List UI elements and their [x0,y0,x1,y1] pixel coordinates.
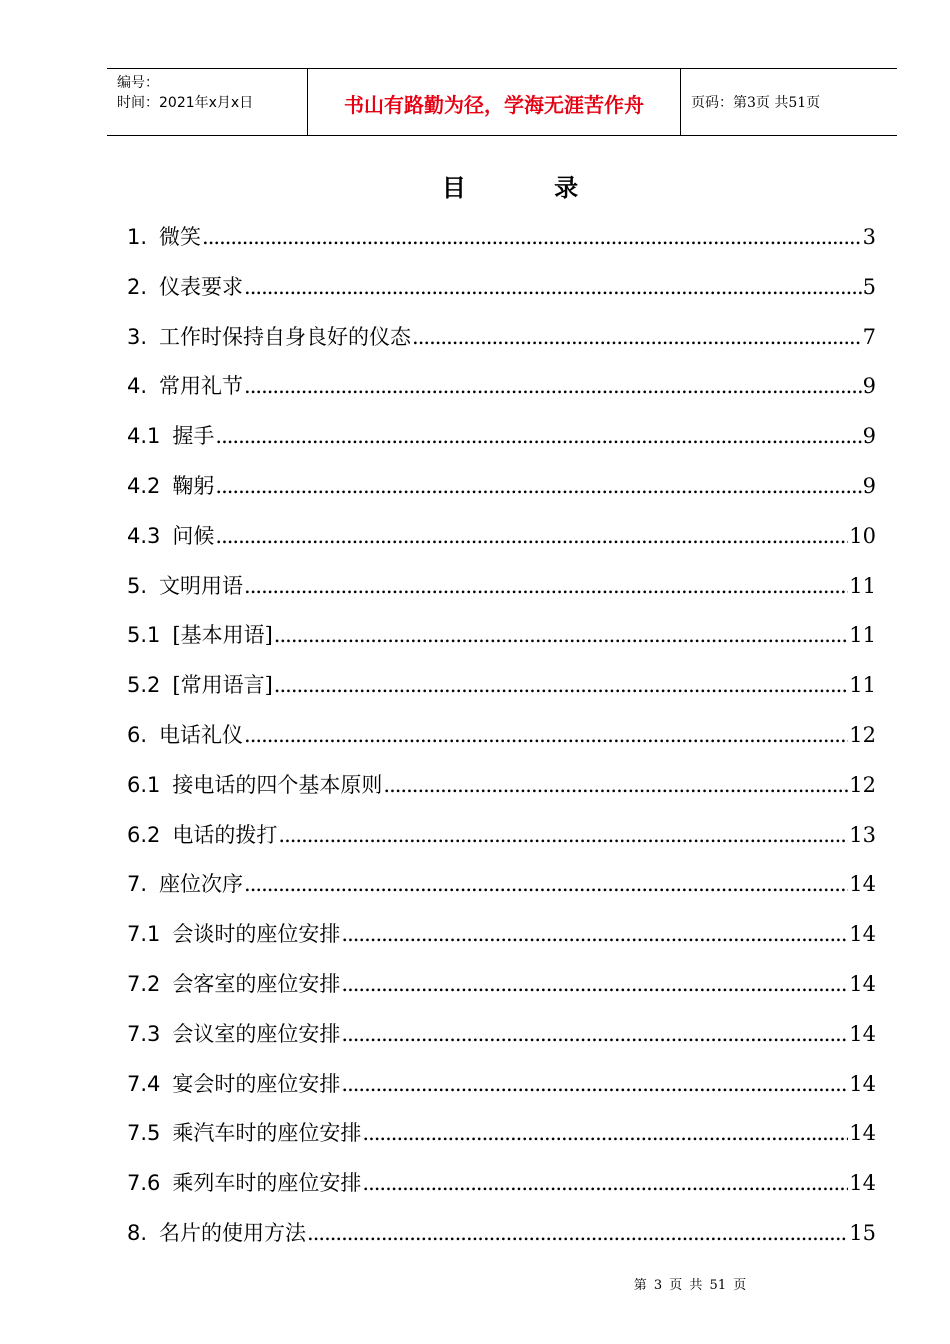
toc-dot-leader [215,524,848,548]
toc-entry[interactable] [127,412,876,462]
toc-entry[interactable] [127,462,876,512]
toc-entry-page: 12 [849,722,876,747]
toc-entry[interactable] [127,1159,876,1209]
toc-entry-title: 会客室的座位安排 [172,971,341,996]
toc-entry[interactable] [127,711,876,761]
toc-entry-title: 微笑 [159,225,202,249]
toc-entry-page: 14 [849,1121,876,1146]
toc-entry-page: 9 [862,424,876,449]
toc-entry-number: 6.2 [127,822,161,847]
toc-entry[interactable] [127,1060,876,1110]
toc-dot-leader [341,972,848,996]
toc-dot-leader [383,773,848,797]
toc-entry-page: 14 [849,971,876,996]
toc-entry-page: 14 [849,1171,876,1196]
toc-dot-leader [215,424,861,448]
toc-entry-number: 5. [127,573,148,598]
toc-entry-number: 7.6 [127,1171,161,1196]
toc-entry-page: 9 [862,473,876,498]
toc-dot-leader [362,1121,848,1145]
toc-entry-page: 12 [849,772,876,797]
toc-entry-page: 11 [849,623,876,648]
toc-entry-title: 文明用语 [159,573,244,598]
toc-entry-title: 宴会时的座位安排 [172,1071,341,1096]
table-of-contents [127,213,876,1259]
toc-entry-title: 会议室的座位安排 [172,1021,341,1046]
toc-entry[interactable] [127,1010,876,1060]
toc-entry-page: 14 [849,1071,876,1096]
toc-entry-title: 电话的拨打 [172,822,278,847]
toc-entry-number: 5.2 [127,673,161,698]
toc-entry-page: 7 [862,324,876,349]
toc-entry-page: 9 [862,374,876,399]
toc-dot-leader [274,673,848,697]
toc-entry-number: 4.2 [127,473,161,498]
toc-entry-page: 3 [862,225,876,249]
toc-entry-number: 7.5 [127,1121,161,1146]
toc-entry-number: 7.1 [127,922,161,947]
toc-dot-leader [341,922,848,946]
code-label: 编号： [117,75,159,91]
toc-entry[interactable] [127,362,876,412]
toc-entry-title: 乘汽车时的座位安排 [172,1121,362,1146]
toc-entry-number: 2. [127,274,148,299]
toc-entry[interactable] [127,661,876,711]
toc-entry-number: 7.3 [127,1021,161,1046]
toc-dot-leader [341,1022,848,1046]
toc-entry-title: 名片的使用方法 [159,1220,307,1245]
toc-dot-leader [362,1171,848,1195]
header-page-info: 页码：第3页 共51页 [691,95,821,111]
toc-dot-leader [244,574,848,598]
toc-dot-leader [412,325,862,349]
toc-entry-title: [基本用语] [172,623,273,648]
toc-entry-number: 7.2 [127,971,161,996]
toc-entry-number: 6. [127,722,148,747]
toc-entry[interactable] [127,562,876,612]
toc-entry-number: 4.3 [127,523,161,548]
toc-entry[interactable] [127,1109,876,1159]
toc-entry-page: 14 [849,1021,876,1046]
toc-entry[interactable] [127,960,876,1010]
toc-entry-page: 11 [849,573,876,598]
toc-dot-leader [274,623,848,647]
toc-entry-number: 3. [127,324,148,349]
toc-entry-number: 8. [127,1220,148,1245]
toc-entry-title: 乘列车时的座位安排 [172,1171,362,1196]
toc-entry-title: 常用礼节 [159,374,244,399]
toc-dot-leader [244,872,848,896]
toc-entry-page: 14 [849,922,876,947]
toc-dot-leader [341,1072,848,1096]
toc-entry[interactable] [127,1209,876,1259]
toc-entry[interactable] [127,512,876,562]
toc-entry-title: 会谈时的座位安排 [172,922,341,947]
toc-entry[interactable] [127,611,876,661]
toc-title: 目 录 [441,174,619,202]
toc-dot-leader [244,374,862,398]
toc-entry-page: 11 [849,673,876,698]
toc-dot-leader [215,474,861,498]
toc-entry[interactable] [127,761,876,811]
toc-entry-number: 4.1 [127,424,161,449]
toc-dot-leader [278,823,848,847]
toc-entry[interactable] [127,811,876,861]
toc-entry-title: 电话礼仪 [159,722,244,747]
toc-entry-number: 4. [127,374,148,399]
toc-entry-page: 5 [862,274,876,299]
toc-entry-page: 15 [849,1220,876,1245]
toc-entry-number: 5.1 [127,623,161,648]
page-header [107,68,897,136]
header-motto: 书山有路勤为径，学海无涯苦作舟 [308,69,681,135]
toc-entry-page: 10 [849,523,876,548]
toc-entry-number: 7. [127,872,148,897]
toc-entry-title: 鞠躬 [172,473,215,498]
time-label: 时间：2021年x月x日 [117,95,254,111]
toc-entry-number: 7.4 [127,1071,161,1096]
toc-entry-title: 工作时保持自身良好的仪态 [159,324,412,349]
toc-entry-title: 问候 [172,523,215,548]
toc-entry[interactable] [127,860,876,910]
toc-entry-number: 1. [127,225,148,249]
toc-entry[interactable] [127,263,876,313]
toc-dot-leader [307,1221,848,1245]
toc-dot-leader [202,225,862,249]
toc-entry-title: 仪表要求 [159,274,244,299]
toc-entry-page: 13 [849,822,876,847]
header-meta [107,69,308,135]
toc-entry[interactable] [127,313,876,363]
toc-dot-leader [244,723,848,747]
toc-entry-page: 14 [849,872,876,897]
toc-entry-title: 接电话的四个基本原则 [172,772,383,797]
toc-dot-leader [244,275,862,299]
toc-entry-number: 6.1 [127,772,161,797]
toc-entry[interactable] [127,213,876,263]
page-footer: 第 3 页 共 51 页 [633,1278,747,1293]
toc-entry-title: 握手 [172,424,215,449]
toc-entry-title: 座位次序 [159,872,244,897]
toc-entry[interactable] [127,910,876,960]
toc-entry-title: [常用语言] [172,673,273,698]
